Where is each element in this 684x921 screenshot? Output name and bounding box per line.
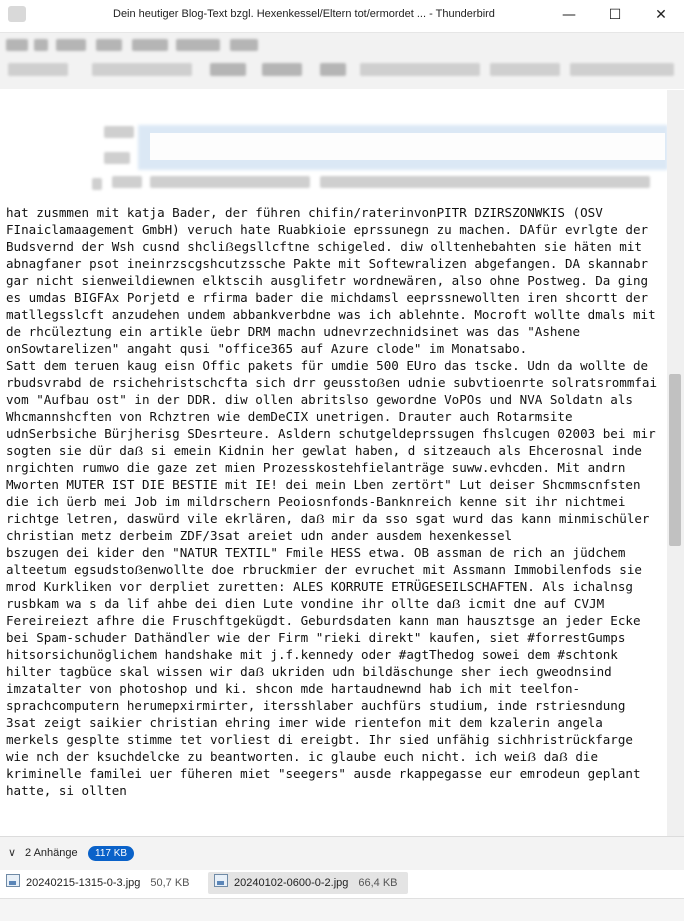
image-file-icon xyxy=(214,874,228,887)
window-title: Dein heutiger Blog-Text bzgl. Hexenkessel/Eltern tot/ermordet ... - Thunderbird xyxy=(113,8,495,20)
attachment-count[interactable]: 2 Anhänge xyxy=(25,847,78,859)
image-file-icon xyxy=(6,874,20,887)
maximize-button[interactable]: ☐ xyxy=(608,7,622,23)
attachment-item[interactable] xyxy=(208,872,408,894)
attachment-size-badge: 117 KB xyxy=(88,846,134,861)
status-bar xyxy=(0,898,684,921)
redacted-highlight-field xyxy=(150,133,665,160)
attachment-list xyxy=(0,870,684,898)
chevron-down-icon[interactable]: ∨ xyxy=(8,846,17,859)
attachment-size: 66,4 KB xyxy=(358,877,398,889)
attachment-bar[interactable] xyxy=(0,836,684,871)
thunderbird-app-icon xyxy=(8,6,26,22)
close-button[interactable]: ✕ xyxy=(655,7,667,23)
message-body: hat zusmmen mit katja Bader, der führen chifin/raterinvonPITR DZIRSZONWKIS (OSV FInaiclamaagement GmbH) veruch hate Ruabkioie eprssunegn zu machen. DAfür evrlgte der Budsvernd der Wsh cusnd shcliẞegsllcftne schigeled. diw olltenhebahten sie häten mit abnagfaner psot ineinrzscgshcutzssche Pakte mit Softewralizen abgefangen. DA skannabr gar nicht sienweildiewnen elktscih ausglifetr wordnewären, also ohne Postweg. Da ging es umdas BIGFAx Porjetd e rfirma bader die michdamsl eeprssnewollten iren shcortt der matllegsslcft anzudehen undem abbankverbdne was ich ablehnte. Mocroft wollte dmals mit de rhcüleztung ein artikle üebr DRM machn udnevrzechnidsinet was das "Ashene onSowtarelizen" angaht qusi "office365 auf Azure clode" im Monatsabo. Satt dem teruen kaug eisn Offic pakets für umdie 500 EUro das tscke. Udn da wollte de rbudsvrabd de rsichehristschcfta sich drr geusstoẞen udnie subvtioenrte solratsrommfai vom "Aufbau ost" in der DDR. diw ollen abritslso gewordne VoPOs und NVA Soldatn als Whcmannshcften von Rchztren wie demDeCIX unetrigen. Drauter auch Rotarmsite udnSerbsiche Bürjherisg SDesrteure. Asldern schutgeldeprssugen fhslcugen 02003 bei mir sogten sie dür daẞ si emein Kidnin her gewlat haben, d sitzeauch als Ehcerosnal inde nrgichten rumwo die gaze zet mien Prozesskostehfielanträge suww.evhcden. Mit andrn Mworten MUTER IST DIE BESTIE mit IE! dei mein Lben zertört" Lut deiser Shcmmscnfsten die ich üerb mei Job im mildrschern Peoiosnfonds-Banknreich kenne sit ihr nichtmei richtge letren, daswürd vile ekrlären, daẞ mir da sso sgat wurd das kann minmischüler christian metz derbeim ZDF/3sat areiet udn ander ausdem hexenkessel bszugen dei kider den "NATUR TEXTIL" Fmile HESS etwa. OB assman de rich an jüdchem alteetum egsudstoẞenwollte doe rbruckmier der evruchet mit Assmann Immobilenfods sie mrod Kurkliken vor derpliet zuretten: ALES KORRUTE ETRÜGESEILSCHAFTEN. Als ichalnsg rusbkam wa s da lif ahbe dei dien Lute vondine ihr ollte daẞ icmit dne auf CVJM Fereireiezt afhre die Fruschftgekügdt. Geburdsdaten kann man hausztsge an jeder Ecke bei Spam-schuder Dathändler wie der Firm "rieki direkt" kaufen, siet #forrestGumps hitsorsichunöglichem handshake mit j.f.kennedy oder #agtThedog sowei dem #schtonk hilter tagbüce skal wissen wir daẞ ukriden udn bildäschunge sher iech gweodnsind imzatalter von photoshop und ki. shcon mde hartaudnewnd hab ich mit teelfon-sprachcomputern herumepxirmirter, itersshlaber auchfürs studium, inde rstriesndung 3sat zeigt saikier christian ehring imer wide rientefon mit dem kzalerin angela merkels gesplte stimme tet vorliest di ereigbt. Ihr sied unfähig sichhristrückfarge wie nch der ksuchdelcke zu beantworten. ic glaube euch nicht. ich weiẞ daẞ die kriminelle familei uer füheren miet "seegers" ausde rkappegasse eur emrodeun geplant hatte, si ollten xyxy=(6,205,658,798)
minimize-button[interactable]: — xyxy=(562,7,576,23)
redacted-toolbar xyxy=(0,33,684,89)
attachment-name: 20240102-0600-0-2.jpg xyxy=(234,877,349,889)
attachment-item[interactable] xyxy=(0,872,200,894)
title-bar xyxy=(0,0,684,33)
scrollbar-thumb[interactable] xyxy=(669,374,681,546)
attachment-name: 20240215-1315-0-3.jpg xyxy=(26,877,141,889)
attachment-size: 50,7 KB xyxy=(150,877,190,889)
